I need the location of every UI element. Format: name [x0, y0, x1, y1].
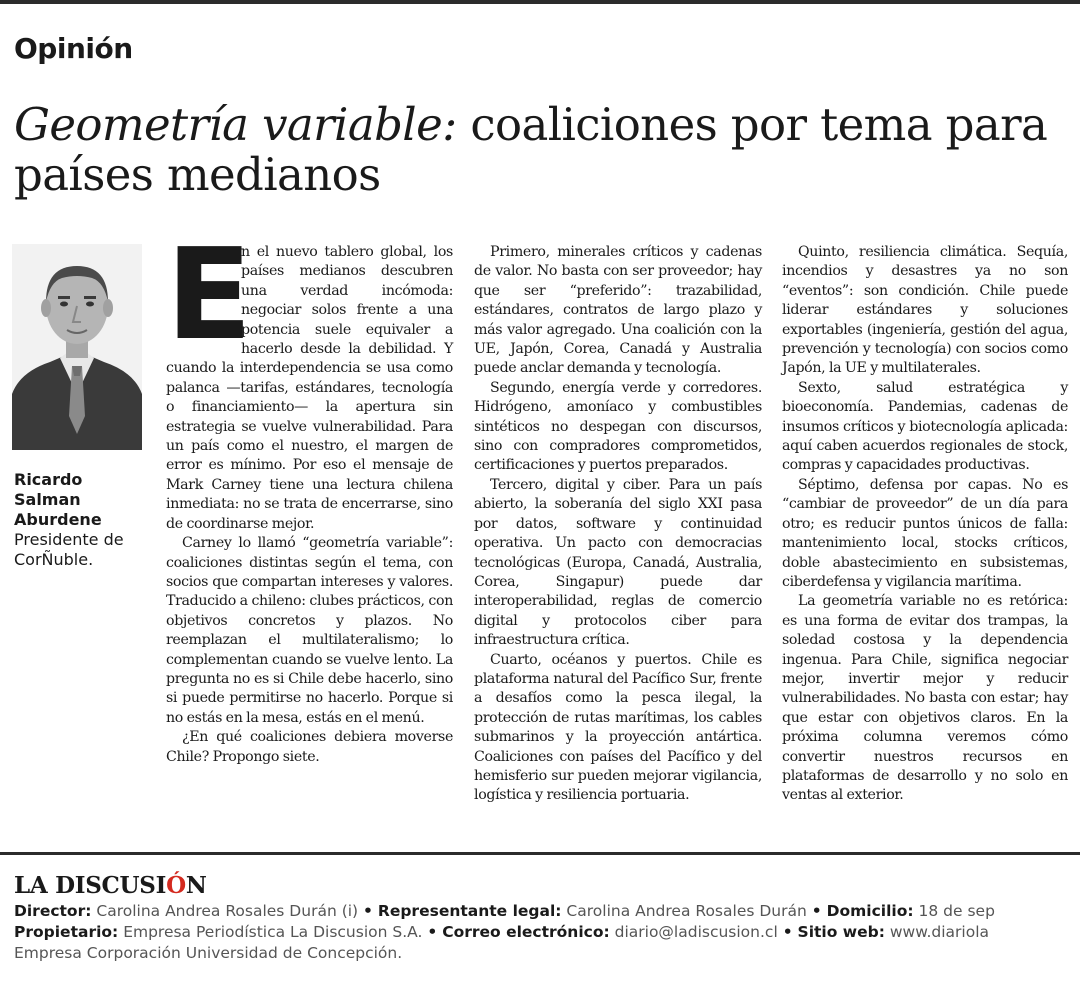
newspaper-masthead — [14, 872, 207, 899]
author-byline — [14, 470, 149, 570]
separator: • — [427, 923, 438, 941]
author-last-name: Aburdene — [14, 510, 102, 529]
masthead-accent: Ó — [166, 872, 186, 899]
author-first-name: Ricardo — [14, 470, 83, 489]
separator: • — [811, 902, 822, 920]
footer-rule — [0, 852, 1080, 855]
headline-rest: coaliciones por tema para países medianos — [14, 98, 1048, 201]
paragraph — [166, 221, 453, 534]
director-label: Director: — [14, 902, 92, 920]
section-label: Opinión — [14, 32, 133, 65]
paragraph: Carney lo llamó “geometría variable”: coaliciones distintas según el tema, con socios que compartan intereses y valores. Traducido a chileno: clubes prácticos, con objetivos concretos y plazos. No reemplazan el multilateralismo; lo complementan cuando se vuelve lento. La pregunta no es si Chile debe hacerlo, sino si puede permitirse no hacerlo. Porque si no estás en la mesa, estás en el menú. — [166, 535, 453, 726]
separator: • — [363, 902, 373, 920]
masthead-part: N — [185, 872, 207, 899]
drop-cap: E — [166, 221, 252, 368]
paragraph: Sexto, salud estratégica y bioeconomía. Pandemias, cadenas de insumos críticos y biotecnología aplicada: aquí caben acuerdos regionales de stock, compras y capacidades productivas. — [782, 379, 1068, 474]
credits-line-2 — [14, 922, 1080, 943]
author-photo — [12, 244, 142, 450]
credits-line-1 — [14, 901, 1080, 922]
separator: • — [782, 923, 793, 941]
article-column-3 — [782, 243, 1068, 806]
director-value: Carolina Andrea Rosales Durán (i) — [96, 902, 359, 920]
paragraph: Primero, minerales críticos y cadenas de valor. No basta con ser proveedor; hay que ser “preferido”: trazabilidad, estándares, contratos de largo plazo y más valor agregado. Una coalición con la UE, Japón, Corea, Canadá y Australia puede anclar demanda y tecnología. — [474, 244, 762, 377]
headline — [14, 100, 1064, 200]
paragraph: Tercero, digital y ciber. Para un país abierto, la soberanía del siglo XXI pasa por datos, software y continuidad operativa. Un pacto con democracias tecnológicas (Europa, Canadá, Australia, Corea, Singapur) puede dar interoperabilidad, reglas de comercio digital y protocolos ciber para infraestructura crítica. — [474, 476, 762, 649]
email-value[interactable]: diario@ladiscusion.cl — [614, 923, 778, 941]
paragraph: Segundo, energía verde y corredores. Hidrógeno, amoníaco y combustibles sintéticos no despegan con discursos, sino con compradores comprometidos, certificaciones y puertos preparados. — [474, 379, 762, 474]
email-label: Correo electrónico: — [442, 923, 610, 941]
author-middle-name: Salman — [14, 490, 81, 509]
website-label: Sitio web: — [797, 923, 885, 941]
credits-block — [14, 901, 1080, 964]
paragraph-text: n el nuevo tablero global, los países medianos descubren una verdad incómoda: negociar solos frente a una potencia suele equivaler a hacerlo desde la debilidad. Y cuando la interdependencia se usa como palanca —tarifas, estándares, tecnología o financiamiento— la apertura sin estrategia se vuelve vulnerabilidad. Para un país como el nuestro, el margen de error es mínimo. Por eso el mensaje de Mark Carney tiene una lectura chilena inmediata: no se trata de encerrarse, sino de coordinarse mejor. — [166, 244, 453, 532]
representative-label: Representante legal: — [377, 902, 562, 920]
paragraph: ¿En qué coaliciones debiera moverse Chile? Propongo siete. — [166, 729, 453, 765]
representative-value: Carolina Andrea Rosales Durán — [566, 902, 807, 920]
paragraph: Quinto, resiliencia climática. Sequía, incendios y desastres ya no son “eventos”: son condición. Chile puede liderar estándares y soluciones exportables (ingeniería, gestión del agua, prevención y tecnología) con socios como Japón, la UE y multilaterales. — [782, 244, 1068, 377]
headline-italic: Geometría variable: — [14, 98, 457, 151]
paragraph: La geometría variable no es retórica: es una forma de evitar dos trampas, la soledad costosa y la dependencia ingenua. Para Chile, significa negociar mejor, invertir mejor y reducir vulnerabilidades. No basta con estar; hay que estar con objetivos claros. En la próxima columna veremos cómo convertir nuestros recursos en plataformas de desarrollo y no solo en ventas al exterior. — [782, 593, 1068, 804]
author-role: Presidente de CorÑuble. — [14, 530, 124, 569]
website-value[interactable]: www.diariola — [889, 923, 990, 941]
owner-label: Propietario: — [14, 923, 119, 941]
author-portrait-icon — [12, 244, 142, 450]
paragraph: Cuarto, océanos y puertos. Chile es plataforma natural del Pacífico Sur, frente a desafíos como la pesca ilegal, la protección de rutas marítimas, los cables submarinos y la proyección antártica. Coaliciones con países del Pacífico y del hemisferio sur pueden mejorar vigilancia, logística y resiliencia portuaria. — [474, 651, 762, 804]
paragraph: Séptimo, defensa por capas. No es “cambiar de proveedor” de un día para otro; es reducir puntos únicos de falla: mantenimiento local, stocks críticos, doble abastecimiento en subsistemas, ciberdefensa y vigilancia marítima. — [782, 476, 1068, 590]
credits-line-3: Empresa Corporación Universidad de Concepción. — [14, 944, 403, 962]
article-column-2 — [474, 243, 762, 806]
article-column-1 — [166, 221, 453, 767]
masthead-part: LA DISCUSI — [14, 872, 167, 899]
top-rule — [0, 0, 1080, 4]
owner-value: Empresa Periodística La Discusion S.A. — [123, 923, 423, 941]
address-value: 18 de sep — [918, 902, 995, 920]
address-label: Domicilio: — [826, 902, 914, 920]
